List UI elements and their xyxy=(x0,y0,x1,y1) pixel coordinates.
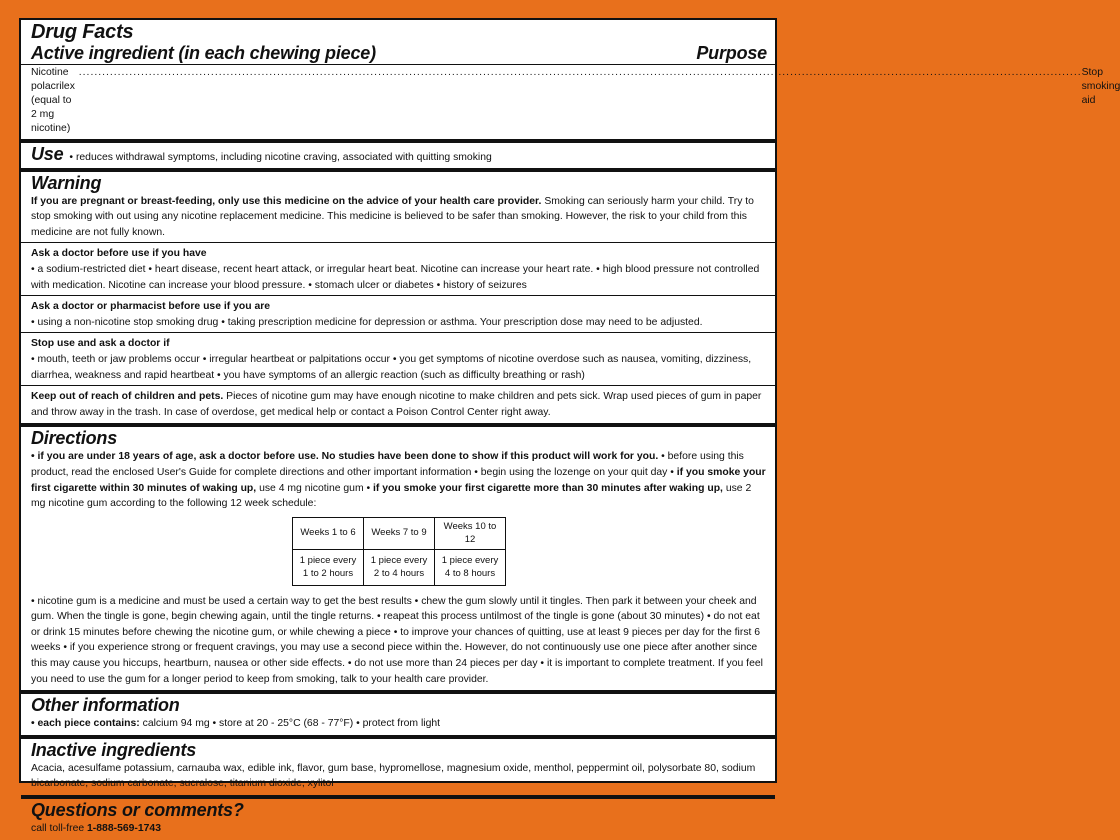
warning-heading: Warning xyxy=(31,172,102,193)
schedule-header: Weeks 10 to 12 xyxy=(435,517,506,549)
use-text: • reduces withdrawal symptoms, including nicotine craving, associated with quitting smoking xyxy=(69,152,492,163)
active-ingredient-name: Nicotine polacrilex (equal to 2 mg nicotine) xyxy=(31,67,75,134)
questions-heading: Questions or comments? xyxy=(31,800,244,821)
more-than-30-min-bold: if you smoke your first cigarette more than 30 minutes after waking up, xyxy=(373,482,723,494)
inactive-ingredients-text: Acacia, acesulfame potassium, carnauba wax, edible ink, flavor, gum base, hypromellose, magnesium oxide, menthol, peppermint oil, polysorbate 80, sodium bicarbonate, sodium carbonate, sucralose, titanium dioxide, xylitol xyxy=(31,762,756,790)
within-30-min-bold: if you smoke your first cigarette within 30 minutes of waking up, xyxy=(31,466,766,494)
stop-use-heading: Stop use and ask a doctor if xyxy=(31,338,170,350)
schedule-cell: 1 piece every 2 to 4 hours xyxy=(364,549,435,585)
other-information-section xyxy=(21,694,775,739)
inactive-ingredients-heading: Inactive ingredients xyxy=(31,739,197,760)
ask-pharmacist-heading: Ask a doctor or pharmacist before use if you are xyxy=(31,301,271,313)
drug-facts-title: Drug Facts xyxy=(31,21,134,43)
ask-doctor-block xyxy=(21,242,775,293)
schedule-cell: 1 piece every 4 to 8 hours xyxy=(435,549,506,585)
keep-out-text: Pieces of nicotine gum may have enough nicotine to make children and pets sick. Wrap used pieces of gum in paper and throw away in the trash. In case of overdose, get medical help or contact a Poison Control Center right away. xyxy=(31,391,762,418)
directions-section xyxy=(21,427,775,694)
phone-number: 1-888-569-1743 xyxy=(87,823,161,835)
drug-facts-panel xyxy=(19,18,1120,835)
other-information-text: • each piece contains: calcium 94 mg • store at 20 - 25°C (68 - 77°F) • protect from light xyxy=(31,718,441,730)
inactive-ingredients-section xyxy=(21,739,775,799)
directions-intro xyxy=(31,449,767,511)
under-18-warning: • if you are under 18 years of age, ask a doctor before use. No studies have been done to show if this product will work for you. xyxy=(31,451,659,463)
dosing-schedule-table xyxy=(292,517,506,586)
directions-text-1: • before using this product, read the enclosed User's Guide for complete directions and other important information • begin using the lozenge on your quit day • xyxy=(31,451,744,478)
active-ingredient-heading: Active ingredient (in each chewing piece) xyxy=(31,43,376,63)
pregnancy-warning-text: Smoking can seriously harm your child. Try to stop smoking with out using any nicotine replacement medicine. This medicine is believed to be safer than smoking. However, the risk to your child from this medicine are not fully known. xyxy=(31,195,754,238)
warning-section xyxy=(21,172,775,428)
stop-use-text: • mouth, teeth or jaw problems occur • irregular heartbeat or palpitations occur • you get symptoms of nicotine overdose such as nausea, vomiting, dizziness, diarrhea, weakness and rapid heartbeat • you have symptoms of an allergic reaction (such as difficulty breathing or rash) xyxy=(31,353,752,381)
directions-heading: Directions xyxy=(31,428,118,449)
schedule-cell: 1 piece every 1 to 2 hours xyxy=(293,549,364,585)
directions-text-2: use 4 mg nicotine gum • xyxy=(259,482,371,494)
ask-doctor-text: • a sodium-restricted diet • heart disease, recent heart attack, or irregular heart beat. Nicotine can increase your heart rate. • high blood pressure not controlled with medication. Nicotine can increase your blood pressure. • stomach ulcer or diabetes • history of seizures xyxy=(31,263,760,291)
ask-pharmacist-text: • using a non-nicotine stop smoking drug • taking prescription medicine for depression or asthma. Your prescription dose may need to be adjusted. xyxy=(31,316,703,328)
pregnancy-warning-bold: If you are pregnant or breast-feeding, only use this medicine on the advice of your health care provider. xyxy=(31,195,542,207)
other-information-heading: Other information xyxy=(31,695,180,716)
dot-leader: .................................................................................................................................................................................................................................................................. xyxy=(74,67,1082,78)
purpose-heading: Purpose xyxy=(696,43,767,63)
use-heading: Use xyxy=(31,144,64,164)
purpose-text: Stop smoking aid xyxy=(1081,67,1120,106)
ask-doctor-heading: Ask a doctor before use if you have xyxy=(31,248,207,260)
keep-out-block xyxy=(21,385,775,420)
schedule-header: Weeks 1 to 6 xyxy=(293,517,364,549)
directions-text-3: use 2 mg nicotine gum according to the following 12 week schedule: xyxy=(31,482,752,510)
pregnancy-warning xyxy=(31,194,767,241)
stop-use-block xyxy=(21,332,775,383)
use-section xyxy=(21,143,775,172)
schedule-header: Weeks 7 to 9 xyxy=(364,517,435,549)
ask-pharmacist-block xyxy=(21,295,775,330)
directions-usage-text: • nicotine gum is a medicine and must be used a certain way to get the best results • chew the gum slowly until it tingles. Then park it between your cheek and gum. When the tingle is gone, begin chewing again, until the tingle returns. • reapeat this process untilmost of the tingle is gone (about 30 minutes) • do not eat or drink 15 minutes before chewing the nicotine gum, or while chewing a piece • to improve your chances of quitting, use at least 9 pieces per day for the first 6 weeks • if you experience strong or frequent cravings, you may use a second piece within the. However, do not continuously use one piece after another since this may cause you hiccups, heartburn, nausea or other side effects. • do not use more than 24 pieces per day • it is important to complete treatment. If you feel you need to use the gum for a longer period to keep from smoking, talk to your health care provider. xyxy=(31,595,763,685)
questions-text: call toll-free 1-888-569-1743 xyxy=(31,823,161,835)
keep-out-bold: Keep out of reach of children and pets. xyxy=(31,391,224,403)
active-ingredient-section xyxy=(21,20,1120,143)
questions-section xyxy=(21,799,775,840)
